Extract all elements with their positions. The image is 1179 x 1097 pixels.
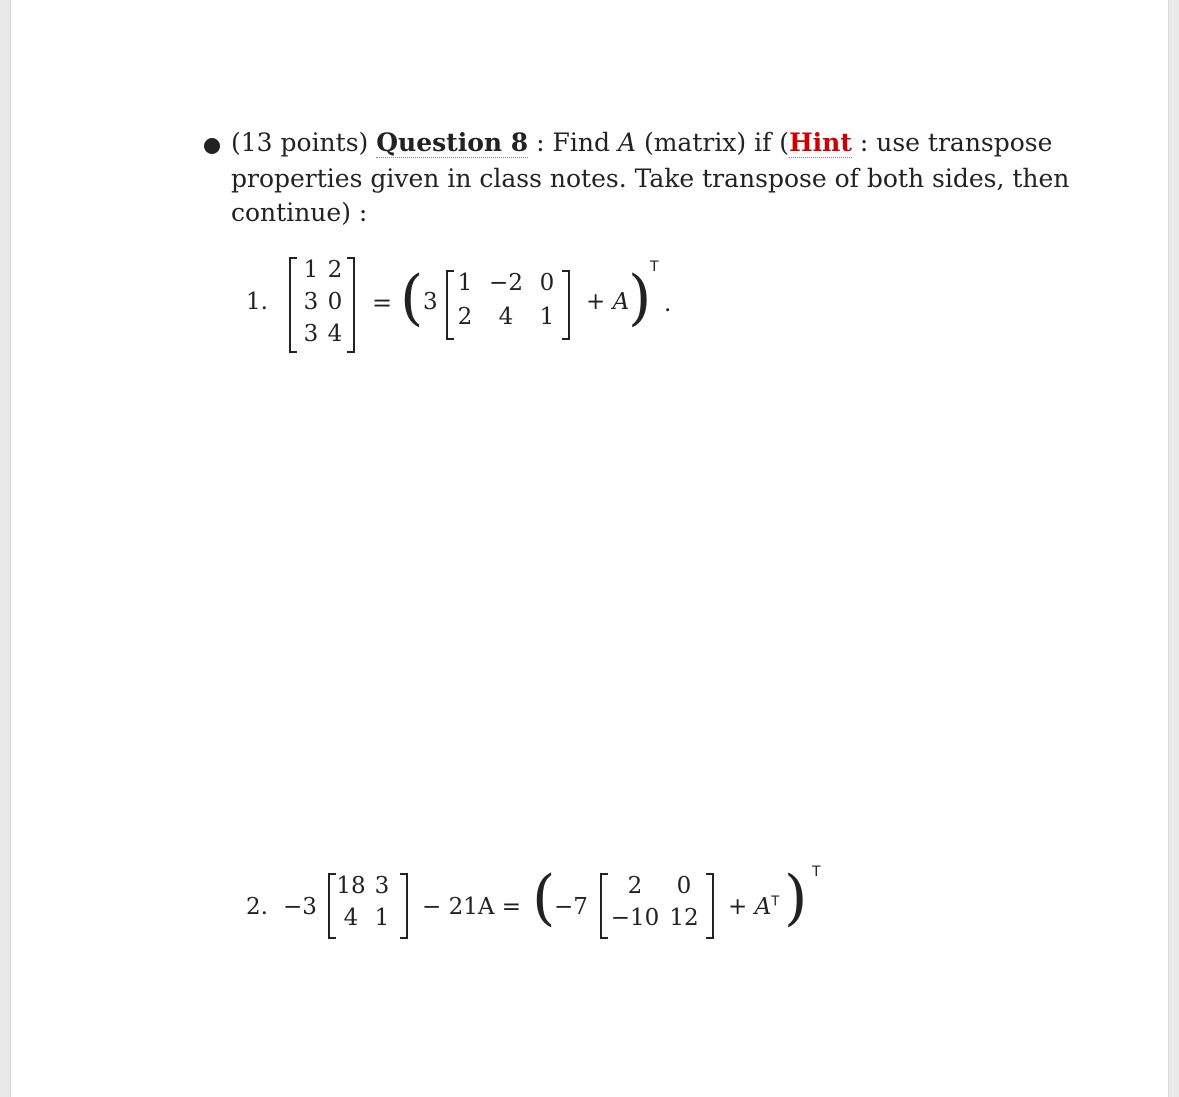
matrix-cell: 0 — [676, 873, 692, 899]
hint-colon: : — [859, 128, 869, 157]
paren-right: ) — [628, 263, 652, 333]
colon: : — [536, 128, 545, 157]
matrix-cell: 2 — [457, 304, 473, 330]
question-line-3: continue) : — [231, 198, 368, 227]
transpose-superscript: T — [650, 259, 659, 275]
matrix-cell: 4 — [343, 905, 359, 931]
hint-label: Hint — [789, 128, 852, 157]
prompt-start: Find — [552, 128, 610, 157]
matrix-cell: 2 — [327, 257, 343, 283]
matrix-cell: 12 — [669, 905, 699, 931]
bullet-icon — [204, 138, 220, 154]
problem-2-inner-matrix — [600, 873, 714, 939]
bracket-right — [400, 873, 408, 939]
matrix-cell: 1 — [457, 270, 473, 296]
matrix-cell: 3 — [303, 321, 319, 347]
problem-2-lhs-matrix — [328, 873, 408, 939]
question-title: Question 8 — [376, 128, 529, 157]
paren-left: ( — [532, 863, 556, 933]
matrix-cell: 3 — [303, 289, 319, 315]
prompt-mid: (matrix) if ( — [643, 128, 790, 157]
matrix-cell: 1 — [539, 304, 555, 330]
question-line-2: properties given in class notes. Take transpose of both sides, then — [231, 164, 1070, 193]
problem-1-lhs-matrix — [289, 257, 355, 353]
paren-right: ) — [784, 863, 808, 933]
plus-a: + A — [586, 289, 630, 315]
problem-1-number: 1. — [246, 289, 268, 315]
matrix-cell: 4 — [498, 304, 514, 330]
matrix-cell: 3 — [374, 873, 390, 899]
matrix-cell: 0 — [539, 270, 555, 296]
bracket-left — [600, 873, 608, 939]
bracket-right — [347, 257, 355, 353]
minus-21a-term: − 21A = — [422, 894, 522, 920]
hint-text: use transpose — [876, 128, 1053, 157]
matrix-cell: 18 — [336, 873, 366, 899]
bracket-left — [289, 257, 297, 353]
matrix-cell: 4 — [327, 321, 343, 347]
problem-1-scalar: 3 — [423, 289, 438, 315]
plus-a-label: + A — [728, 894, 772, 920]
equals-sign: = — [372, 289, 393, 317]
problem-2-inner-scalar: −7 — [554, 894, 588, 920]
problem-2-number: 2. — [246, 894, 268, 920]
matrix-cell: 1 — [374, 905, 390, 931]
matrix-cell: 1 — [303, 257, 319, 283]
matrix-cell: −2 — [489, 270, 523, 296]
paren-left: ( — [400, 263, 424, 333]
question-line-1 — [231, 128, 1052, 157]
matrix-cell: 0 — [327, 289, 343, 315]
matrix-cell: 2 — [627, 873, 643, 899]
matrix-cell: −10 — [610, 905, 660, 931]
problem-2-left-scalar: −3 — [283, 894, 317, 920]
bracket-right — [706, 873, 714, 939]
variable-a: A — [617, 128, 636, 157]
bracket-left — [328, 873, 336, 939]
problem-1-inner-matrix — [446, 270, 570, 340]
period: . — [664, 291, 672, 317]
plus-a-transpose — [728, 894, 779, 920]
transpose-superscript: T — [812, 864, 821, 880]
bracket-left — [446, 270, 454, 340]
a-transpose-sup: T — [771, 894, 780, 910]
bracket-right — [562, 270, 570, 340]
points-label: (13 points) — [231, 128, 369, 157]
